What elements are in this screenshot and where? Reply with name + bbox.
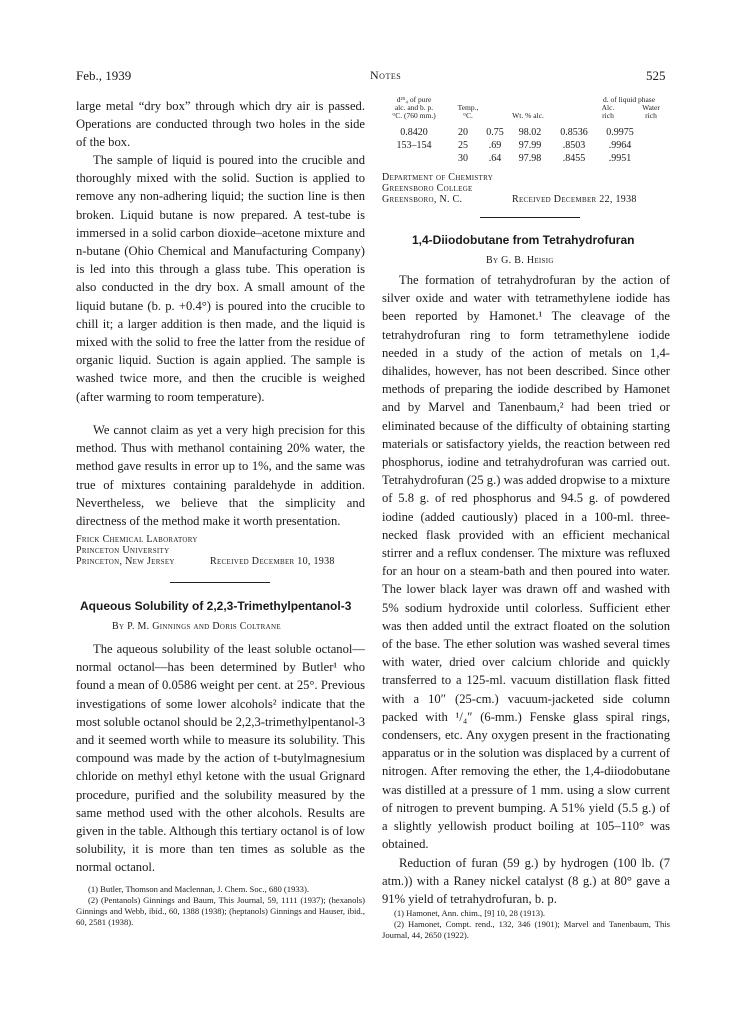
cell-wt-alc-phase: 97.99 — [518, 140, 542, 151]
cell-density: 153–154 — [396, 140, 432, 151]
th-line: °C. (760 mm.) — [392, 111, 436, 120]
affil-line: Frick Chemical Laboratory — [76, 534, 198, 545]
footnote-2: (2) Hamonet, Compt. rend., 132, 346 (1901); Marvel and Tanenbaum, This Journal, 44, 2650 (1922). — [382, 919, 670, 940]
th-line: °C. — [463, 111, 473, 120]
th-line: Alc. — [601, 103, 615, 112]
paragraph-dry-box: large metal “dry box” through which dry air is passed. Operations are conducted through two holes in the side of the box. — [76, 99, 365, 150]
article-byline: By P. M. Ginnings and Doris Coltrane — [112, 621, 281, 632]
table-row — [383, 126, 643, 139]
paragraph-solubility: The aqueous solubility of the least soluble octanol—normal octanol—has been determined by Butler¹ who found a mean of 0.0586 weight per cent. at 25°. Previous investigations of some lower alcohols² indicate that the most soluble octanol should be 2,2,3-trimethylpentanol-3 and it seemed worth while to measure its solubility. This compound was made by the action of t-butylmagnesium chloride on methyl ethyl ketone with the usual Grignard procedure, purified and the solubility measured by the same method used with the other alcohols. Results are given in the table. Although this tertiary octanol is of low solubility, it is more than ten times as soluble as the normal octanol. — [76, 642, 365, 875]
cell-temp: 25 — [458, 140, 468, 151]
table-header-liquid-phase: d. of liquid phase — [602, 95, 656, 104]
table-header-water-rich — [632, 104, 670, 120]
cell-density — [383, 152, 445, 165]
cell-alc-rich: .8503 — [562, 140, 586, 151]
running-header-date: Feb., 1939 — [76, 68, 132, 83]
solubility-table — [383, 126, 643, 165]
table-header-density — [383, 96, 445, 120]
running-header-section: Notes — [370, 68, 402, 82]
cell-water-rich: .9964 — [608, 140, 632, 151]
affil-line: Greensboro, N. C. — [382, 194, 463, 205]
cell-wt-alc-phase: 97.98 — [518, 153, 542, 164]
cell-water-rich: 0.9975 — [606, 127, 634, 138]
affil-line: Department of Chemistry — [382, 172, 494, 183]
table-header-temp — [452, 104, 484, 120]
table-header-alc-rich — [590, 104, 626, 120]
cell-wt-water-phase: .69 — [488, 140, 502, 151]
th-line: rich — [602, 111, 614, 120]
th-line: alc. and b. p. — [394, 103, 434, 112]
table-row — [383, 152, 643, 165]
received-date: Received December 22, 1938 — [512, 194, 637, 205]
footnote-2: (2) (Pentanols) Ginnings and Baum, This Journal, 59, 1111 (1937); (hexanols) Ginnings and Webb, ibid., 60, 1388 (1938); (heptanols) Ginnings and Hauser, ibid., 60, 2581 (1938). — [76, 895, 365, 927]
cell-alc-rich: .8455 — [562, 153, 586, 164]
cell-wt-water-phase: 0.75 — [486, 127, 504, 138]
affil-line: Princeton, New Jersey — [76, 556, 175, 567]
footnote-1: (1) Hamonet, Ann. chim., [9] 10, 28 (1913). — [394, 908, 546, 918]
cell-wt-alc-phase: 98.02 — [518, 127, 542, 138]
affiliation-frick — [76, 534, 198, 567]
paragraph-reduction: Reduction of furan (59 g.) by hydrogen (100 lb. (7 atm.)) with a Raney nickel catalyst (8 g.) at 80° gave a 91% yield of tetrahydrofuran, b. p. — [382, 856, 670, 907]
affil-line: Princeton University — [76, 545, 170, 556]
page-number: 525 — [646, 68, 666, 83]
cell-alc-rich: 0.8536 — [560, 127, 588, 138]
divider-rule — [170, 582, 270, 583]
cell-density: 0.8420 — [400, 127, 428, 138]
th-line: Water — [642, 103, 660, 112]
footnote-1: (1) Butler, Thomson and Maclennan, J. Chem. Soc., 680 (1933). — [88, 884, 309, 894]
cell-temp: 30 — [458, 153, 468, 164]
received-date: Received December 10, 1938 — [210, 556, 335, 567]
paragraph-precision: We cannot claim as yet a very high precision for this method. Thus with methanol containing 20% water, the method gave results in error up to 1%, and the same was true of mixtures containing paraldehyde in addition. Nevertheless, we believe that the simplicity and directness of the method make it worth presentation. — [76, 423, 365, 529]
cell-temp: 20 — [458, 127, 468, 138]
affiliation-greensboro — [382, 172, 493, 205]
cell-water-rich: .9951 — [608, 153, 632, 164]
article-byline: By G. B. Heisig — [486, 255, 554, 266]
cell-wt-water-phase: .64 — [488, 153, 502, 164]
paragraph-diiodobutane: The formation of tetrahydrofuran by the action of silver oxide and water with tetramethylene iodide has been reported by Hamonet.¹ The cleavage of the tetrahydrofuran ring to form tetramethylene iodide needed in a study of the action of metals on 1,4-dihalides, however, has not been described. Since other methods of preparing the iodide described by Hamonet and by Marvel and Tanenbaum,² had been tried or eliminated because of the difficulty of obtaining starting materials or satisfactory yields, the reaction between red phosphorus, iodine and tetrahydrofuran was carried out. Tetrahydrofuran (25 g.) was added dropwise to a mixture of 5.8 g. of red phosphorus and 94.5 g. of powdered iodine (added cautiously) placed in a 100-ml. three-necked flask provided with an efficient mechanical stirrer and a reflux condenser. The mixture was refluxed for an hour on a steam-bath and then poured into water. The lower black layer was drawn off and washed with 5% sodium hydroxide until colorless. Sufficient ether was then added until the extract floated on the solution of the base. The ether solution was washed several times with water, dried over calcium chloride and quickly transferred to a 125-ml. vacuum distillation flask fitted with a 10″ (25-cm.) vacuum-jacketed side column packed with ¹/₄″ (6-mm.) Fenske glass spiral rings, condensers, etc. Any oxygen present in the fractionating apparatus or in the solution was displaced by a current of nitrogen. After removing the ether, the 1,4-diiodobutane was distilled at a pressure of 1 mm. using a slow current of nitrogen to prevent bumping. A 51% yield (5.5 g.) of a slightly yellowish product boiling at 105–110° was obtained. — [382, 273, 670, 852]
th-line: d²⁵₄ of pure — [396, 95, 432, 104]
affil-line: Greensboro College — [382, 183, 473, 194]
th-line: rich — [645, 111, 657, 120]
table-row — [383, 139, 643, 152]
th-line: Temp., — [457, 103, 479, 112]
article-title: 1,4-Diiodobutane from Tetrahydrofuran — [412, 233, 635, 247]
article-title: Aqueous Solubility of 2,2,3-Trimethylpentanol-3 — [80, 599, 352, 613]
table-header-wt: Wt. % alc. — [512, 111, 544, 120]
paragraph-liquid-butane: The sample of liquid is poured into the crucible and thoroughly mixed with the solid. Suction is applied to remove any non-adhering liquid; the suction line is then broken. Liquid butane is now prepared. A test-tube is immersed in a solid carbon dioxide–acetone mixture and n-butane (Ohio Chemical and Manufacturing Company) is led into this through a glass tube. This operation is also conducted in the dry box. A small amount of the liquid butane (b. p. +0.4°) is poured into the crucible to chill it; a larger addition is then made, and the liquid is mixed with the solid to free the latter from the residue of organic liquid. Suction is again applied. The sample is washed twice more, and then the crucible is weighed (after warming to room temperature). — [76, 153, 365, 404]
divider-rule — [480, 217, 580, 218]
